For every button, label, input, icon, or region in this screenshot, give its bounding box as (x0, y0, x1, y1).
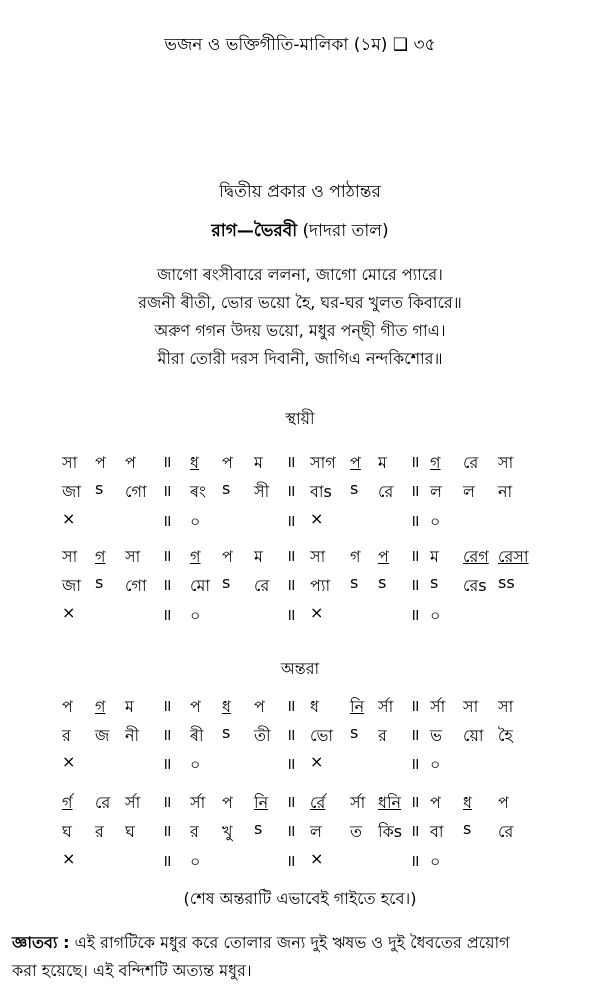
bar-separator: ॥ (410, 605, 420, 624)
notation-row (0, 849, 600, 875)
notation-cell: ম (254, 453, 263, 472)
bar-separator: ॥ (162, 851, 172, 870)
bar-separator: ॥ (410, 821, 420, 840)
notation-cell: সা (310, 547, 326, 566)
notation-cell: য়ো (463, 726, 484, 745)
notation-cell: প (222, 453, 233, 472)
notation-cell: প (62, 697, 73, 716)
notation-cell: ৰী (190, 726, 204, 745)
notation-cell: গো (125, 482, 147, 501)
bar-separator: ॥ (410, 481, 420, 500)
notation-cell: রে (95, 793, 111, 812)
notation-cell: প (430, 793, 441, 812)
bar-separator: ॥ (410, 511, 420, 530)
notation-cell: সা (62, 453, 78, 472)
notation-cell: না (498, 482, 513, 501)
footnote-line-2: করা হয়েছে। এই বন্দিশটি অত্যন্ত মধুর। (12, 961, 252, 980)
notation-cell: ০ (190, 606, 201, 625)
notation-cell: s (254, 819, 263, 838)
notation-cell: প (125, 453, 136, 472)
notation-cell: রে (378, 482, 394, 501)
bar-separator: ॥ (162, 792, 172, 811)
bar-separator: ॥ (286, 792, 296, 811)
notation-cell: রে (463, 453, 479, 472)
notation-cell: জ (95, 726, 110, 745)
notation-cell: প (95, 453, 106, 472)
notation-cell: ম (430, 547, 439, 566)
notation-row (0, 723, 600, 749)
notation-cell: ss (498, 573, 515, 592)
notation-cell: ধ (463, 793, 472, 812)
bar-separator: ॥ (162, 511, 172, 530)
sthayi-label: স্থায়ী (285, 409, 315, 428)
notation-cell: ভো (310, 726, 334, 745)
notation-cell: × (62, 849, 76, 868)
notation-cell: র (62, 726, 71, 745)
notation-cell: s (95, 479, 104, 498)
notation-row (0, 479, 600, 505)
notation-row (0, 819, 600, 845)
notation-cell: ল (463, 482, 475, 501)
notation-cell: র্সা (125, 793, 141, 812)
notation-cell: s (350, 723, 359, 742)
notation-cell: গ (190, 547, 201, 566)
bar-separator: ॥ (162, 452, 172, 471)
notation-cell: মো (190, 576, 211, 595)
footnote-label: জ্ঞাতব্য : (12, 933, 70, 952)
notation-cell: তী (254, 726, 271, 745)
notation-cell: s (222, 479, 231, 498)
notation-cell: × (310, 603, 324, 622)
bar-separator: ॥ (410, 452, 420, 471)
notation-row (0, 544, 600, 570)
notation-cell: s (222, 573, 231, 592)
bar-separator: ॥ (162, 546, 172, 565)
section-title: দ্বিতীয় প্রকার ও পাঠান্তর (219, 182, 381, 202)
notation-cell: নি (254, 793, 269, 812)
bar-separator: ॥ (286, 605, 296, 624)
notation-cell: র (190, 822, 199, 841)
bar-separator: ॥ (286, 821, 296, 840)
notation-cell: ম (254, 547, 263, 566)
bar-separator: ॥ (410, 754, 420, 773)
notation-cell: ৰং (190, 482, 206, 501)
notation-row (0, 450, 600, 476)
notation-cell: নি (350, 697, 365, 716)
bar-separator: ॥ (162, 696, 172, 715)
notation-cell: × (310, 509, 324, 528)
notation-cell: গ (95, 697, 106, 716)
notation-cell: রেs (463, 576, 487, 595)
notation-cell: ভ (430, 726, 442, 745)
bar-separator: ॥ (286, 725, 296, 744)
notation-cell: গ (95, 547, 106, 566)
notation-row (0, 694, 600, 720)
notation-cell: রেসা (498, 547, 529, 566)
footnote-text: এই রাগটিকে মধুর করে তোলার জন্য দুই ঋষভ ও দুই ধৈবতের প্রয়োগ (74, 933, 510, 952)
notation-cell: প্যা (310, 576, 331, 595)
notation-cell: সা (62, 547, 78, 566)
footnote-line-1 (12, 930, 592, 957)
bar-separator: ॥ (410, 696, 420, 715)
notation-cell: র্রে (310, 793, 326, 812)
notation-cell: ০ (430, 512, 441, 531)
notation-cell: নী (125, 726, 140, 745)
notation-cell: রে (498, 822, 514, 841)
notation-cell: গ (430, 453, 441, 472)
lyric-line: অরুণ গগন উদয় ভয়ো, মধুর পন্‌ছী গীত গাএ। (154, 321, 446, 340)
lyric-line: রজনী ৰীতী, ভোর ভয়ো হৈ, ঘর-ঘর খুলত কিবারে॥ (138, 293, 462, 312)
bar-separator: ॥ (286, 696, 296, 715)
notation-cell: ধ (190, 453, 199, 472)
notation-cell: ০ (430, 852, 441, 871)
notation-cell: ধ (310, 697, 319, 716)
notation-cell: খু (222, 822, 233, 841)
bar-separator: ॥ (410, 851, 420, 870)
bar-separator: ॥ (286, 452, 296, 471)
notation-cell: ম (125, 697, 134, 716)
notation-cell: হৈ (498, 726, 513, 745)
bar-separator: ॥ (286, 851, 296, 870)
bar-separator: ॥ (162, 575, 172, 594)
notation-cell: জা (62, 576, 81, 595)
notation-cell: × (310, 752, 324, 771)
notation-cell: প (190, 697, 201, 716)
notation-cell: সাগ (310, 453, 336, 472)
antara-label: অন্তরা (280, 659, 320, 678)
notation-cell: র্সা (378, 697, 394, 716)
notation-cell: রেগ (463, 547, 489, 566)
raga-name: রাগ—ভৈরবী (211, 221, 298, 241)
notation-cell: প (222, 793, 233, 812)
notation-cell: র (378, 726, 387, 745)
notation-cell: বা (430, 822, 444, 841)
notation-cell: জা (62, 482, 81, 501)
notation-cell: ম (378, 453, 387, 472)
raga-tala: (দাদরা তাল) (302, 221, 389, 241)
notation-cell: বাs (310, 482, 332, 501)
notation-row (0, 573, 600, 599)
notation-cell: s (95, 573, 104, 592)
bar-separator: ॥ (410, 546, 420, 565)
notation-cell: s (378, 573, 387, 592)
notation-cell: ধ (222, 697, 231, 716)
notation-cell: প (222, 547, 233, 566)
notation-cell: র্সা (350, 793, 366, 812)
notation-cell: প (254, 697, 265, 716)
notation-cell: কিs (378, 822, 403, 841)
notation-cell: সা (498, 453, 514, 472)
notation-cell: প (378, 547, 389, 566)
notation-cell: ঘ (62, 822, 72, 841)
bar-separator: ॥ (162, 725, 172, 744)
lyric-line: জাগো ৰংসীবারে ললনা, জাগো মোরে প্যারে। (157, 265, 443, 284)
notation-cell: ল (430, 482, 442, 501)
notation-cell: র্গ (62, 793, 73, 812)
bar-separator: ॥ (286, 546, 296, 565)
page-header: ভজন ও ভক্তিগীতি-মালিকা (১ম) ❑ ৩৫ (164, 35, 436, 55)
bar-separator: ॥ (162, 821, 172, 840)
bar-separator: ॥ (162, 605, 172, 624)
notation-cell: ০ (190, 755, 201, 774)
lyric-line: মীরা তোরী দরস দিবানী, জাগিএ নন্দকিশোর॥ (157, 349, 443, 368)
notation-cell: ০ (190, 512, 201, 531)
notation-row (0, 790, 600, 816)
bar-separator: ॥ (162, 754, 172, 773)
notation-cell: × (62, 752, 76, 771)
bar-separator: ॥ (286, 575, 296, 594)
notation-cell: × (310, 849, 324, 868)
notation-cell: র (95, 822, 104, 841)
notation-cell: রে (254, 576, 270, 595)
notation-cell: ০ (430, 606, 441, 625)
notation-cell: × (62, 603, 76, 622)
notation-cell: প (350, 453, 361, 472)
notation-cell: সী (254, 482, 270, 501)
notation-cell: ত (350, 822, 363, 841)
raga-line (0, 218, 600, 246)
notation-cell: s (430, 573, 439, 592)
bar-separator: ॥ (410, 792, 420, 811)
notation-cell: × (62, 509, 76, 528)
notation-cell: ০ (190, 852, 201, 871)
notation-cell: সা (125, 547, 141, 566)
notation-cell: ০ (430, 755, 441, 774)
notation-cell: র্সা (430, 697, 446, 716)
bar-separator: ॥ (286, 511, 296, 530)
notation-cell: s (350, 573, 359, 592)
bar-separator: ॥ (162, 481, 172, 500)
notation-cell: s (222, 723, 231, 742)
notation-cell: ঘ (125, 822, 135, 841)
notation-cell: গ (350, 547, 361, 566)
notation-cell: প (498, 793, 509, 812)
notation-cell: সা (463, 697, 479, 716)
bar-separator: ॥ (286, 754, 296, 773)
notation-cell: ল (310, 822, 322, 841)
bar-separator: ॥ (410, 575, 420, 594)
notation-cell: গো (125, 576, 147, 595)
closing-note: (শেষ অন্তরাটি এভাবেই গাইতে হবে।) (183, 889, 417, 908)
notation-row (0, 752, 600, 778)
notation-cell: র্সা (190, 793, 206, 812)
notation-row (0, 509, 600, 535)
bar-separator: ॥ (410, 725, 420, 744)
notation-cell: s (350, 479, 359, 498)
bar-separator: ॥ (286, 481, 296, 500)
notation-cell: ধনি (378, 793, 402, 812)
notation-cell: সা (498, 697, 514, 716)
notation-row (0, 603, 600, 629)
notation-cell: s (463, 819, 472, 838)
